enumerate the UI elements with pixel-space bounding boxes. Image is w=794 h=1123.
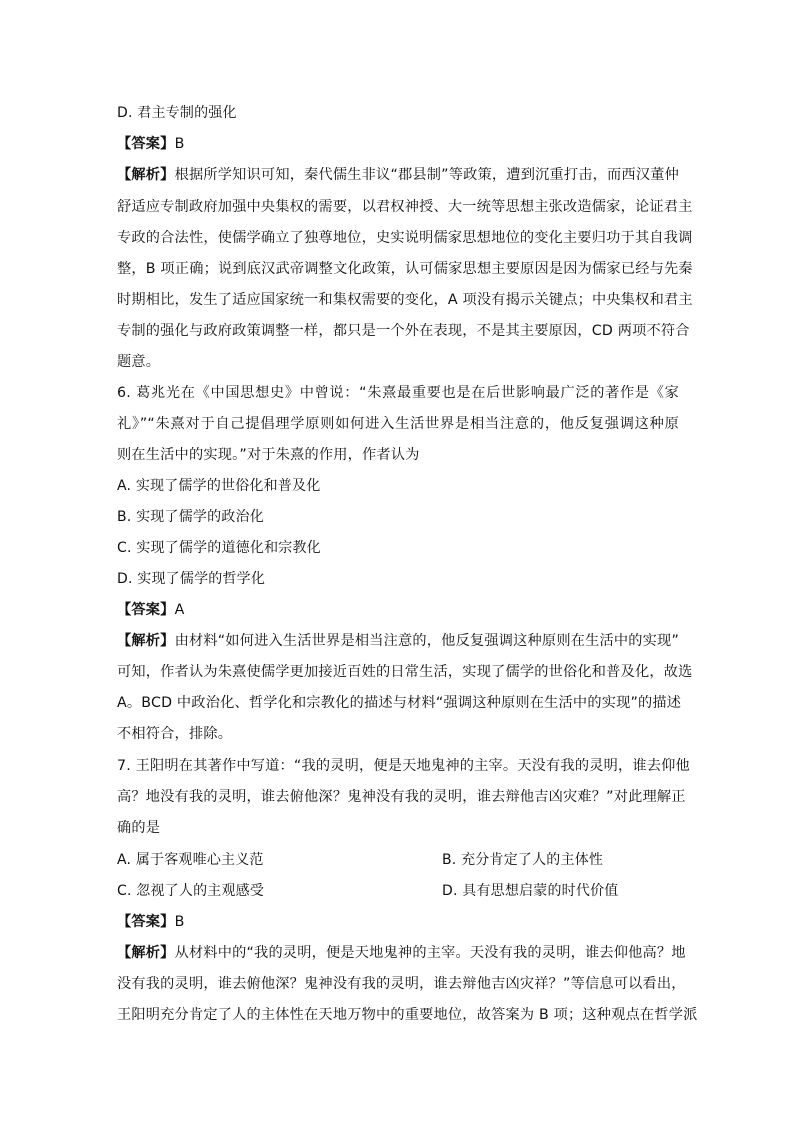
answer-value: B [174,914,185,930]
q7-option-d: D. 具有思想启蒙的时代价值 [442,883,619,899]
q5-answer [117,134,185,154]
q7-analysis-line: 没有我的灵明，谁去俯他深？鬼神没有我的灵明，谁去辩他吉凶灾祥？”等信息可以看出， [117,976,686,992]
q5-analysis-line: 专制的强化与政府政策调整一样，都只是一个外在表现，不是其主要原因，CD 两项不符合 [117,323,690,339]
q5-analysis-line: 题意。 [117,354,161,370]
q5-analysis-line: 整，B 项正确；说到底汉武帝调整文化政策，认可儒家思想主要原因是因为儒家已经与先秦 [117,261,693,277]
q7-stem-line: 高？地没有我的灵明，谁去俯他深？鬼神没有我的灵明，谁去辩他吉凶灾难？”对此理解正 [117,789,686,805]
q7-option-a: A. 属于客观唯心主义范 [117,852,264,868]
q6-analysis-line: A。BCD 中政治化、哲学化和宗教化的描述与材料“强调这种原则在生活中的实现”的描述 [117,695,682,711]
q7-stem-line: 确的是 [117,820,161,836]
answer-tag: 【答案】 [117,136,175,152]
q7-answer [117,912,185,932]
q7-option-c: C. 忽视了人的主观感受 [117,883,265,899]
q5-analysis-line: 【解析】根据所学知识可知，秦代儒生非议“郡县制”等政策，遭到沉重打击，而西汉董仲 [117,167,679,183]
q6-option-b: B. 实现了儒学的政治化 [117,509,264,525]
q6-stem-line: 礼》”“朱熹对于自己提倡理学原则如何进入生活世界是相当注意的，他反复强调这种原 [117,416,679,432]
answer-value: A [174,602,185,618]
q5-analysis-line: 专政的合法性，使儒学确立了独尊地位，史实说明儒家思想地位的变化主要归功于其自我调 [117,230,693,246]
q6-analysis-line: 可知，作者认为朱熹使儒学更加接近百姓的日常生活，实现了儒学的世俗化和普及化，故选 [117,664,693,680]
q5-option-d: D. 君主专制的强化 [117,105,237,121]
q5-analysis-line: 时期相比，发生了适应国家统一和集权需要的变化，A 项没有揭示关键点；中央集权和君主 [117,292,693,308]
answer-value: B [174,136,185,152]
analysis-tag: 【解析】 [117,945,175,961]
q5-analysis-line: 舒适应专制政府加强中央集权的需要，以君权神授、大一统等思想主张改造儒家，论证君主 [117,199,693,215]
q7-analysis-line: 王阳明充分肯定了人的主体性在天地万物中的重要地位，故答案为 B 项；这种观点在哲学派 [117,1007,698,1023]
q6-analysis-line: 不相符合，排除。 [117,726,233,742]
q6-stem-line: 6. 葛兆光在《中国思想史》中曾说：“朱熹最重要也是在后世影响最广泛的著作是《家 [117,385,679,401]
q6-analysis-line: 【解析】由材料“如何进入生活世界是相当注意的，他反复强调这种原则在生活中的实现” [117,633,679,649]
q6-stem-line: 则在生活中的实现。”对于朱熹的作用，作者认为 [117,447,420,463]
q6-option-a: A. 实现了儒学的世俗化和普及化 [117,478,321,494]
answer-tag: 【答案】 [117,602,175,618]
q6-option-c: C. 实现了儒学的道德化和宗教化 [117,540,321,556]
answer-tag: 【答案】 [117,914,175,930]
q6-option-d: D. 实现了儒学的哲学化 [117,571,266,587]
analysis-tag: 【解析】 [117,633,175,649]
analysis-tag: 【解析】 [117,167,175,183]
q7-stem-line: 7. 王阳明在其著作中写道：“我的灵明，便是天地鬼神的主宰。天没有我的灵明，谁去仰他 [117,758,690,774]
q6-answer [117,600,184,620]
q7-analysis-line: 【解析】从材料中的“我的灵明，便是天地鬼神的主宰。天没有我的灵明，谁去仰他高？地 [117,945,686,961]
q7-option-b: B. 充分肯定了人的主体性 [442,852,604,868]
